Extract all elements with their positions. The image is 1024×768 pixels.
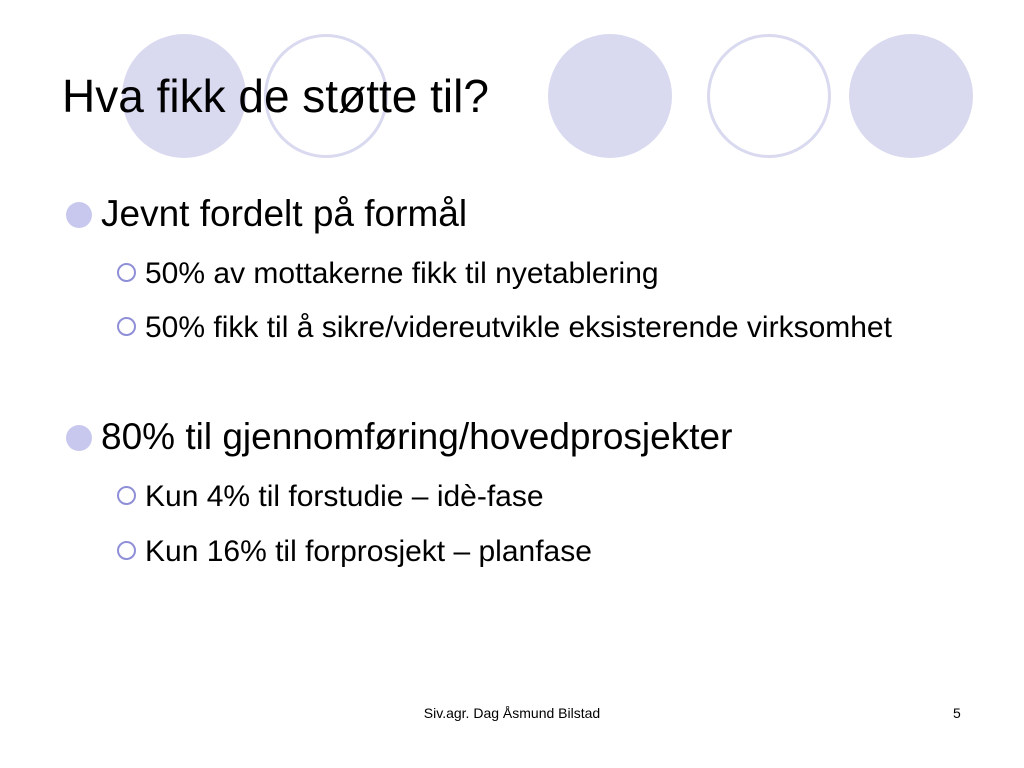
bullet-dot-icon bbox=[66, 202, 92, 228]
bullet-dot-icon bbox=[66, 425, 92, 451]
bullet-text: 80% til gjennomføring/hovedprosjekter bbox=[101, 416, 733, 457]
page-number: 5 bbox=[953, 705, 961, 721]
decor-circle-outline-icon bbox=[707, 34, 831, 158]
sub-bullet-text: Kun 16% til forprosjekt – planfase bbox=[145, 535, 592, 568]
sub-bullet-item bbox=[117, 254, 937, 294]
sub-bullet-item bbox=[117, 532, 937, 572]
decor-circle-filled-icon bbox=[548, 34, 672, 158]
sub-bullet-ring-icon bbox=[117, 263, 136, 282]
sub-bullet-text: 50% av mottakerne fikk til nyetablering bbox=[145, 257, 659, 290]
slide-title: Hva fikk de støtte til? bbox=[62, 70, 489, 122]
decor-circle-filled-icon bbox=[849, 34, 973, 158]
sub-bullet-ring-icon bbox=[117, 317, 136, 336]
bullet-text: Jevnt fordelt på formål bbox=[101, 193, 468, 234]
footer-author: Siv.agr. Dag Åsmund Bilstad bbox=[423, 705, 601, 721]
sub-bullet-item bbox=[117, 477, 937, 517]
sub-bullet-item bbox=[117, 308, 937, 348]
sub-bullet-ring-icon bbox=[117, 486, 136, 505]
sub-bullet-text: Kun 4% til forstudie – idè-fase bbox=[145, 480, 544, 513]
sub-bullet-ring-icon bbox=[117, 541, 136, 560]
sub-bullet-text: 50% fikk til å sikre/videreutvikle eksisterende virksomhet bbox=[145, 311, 892, 344]
